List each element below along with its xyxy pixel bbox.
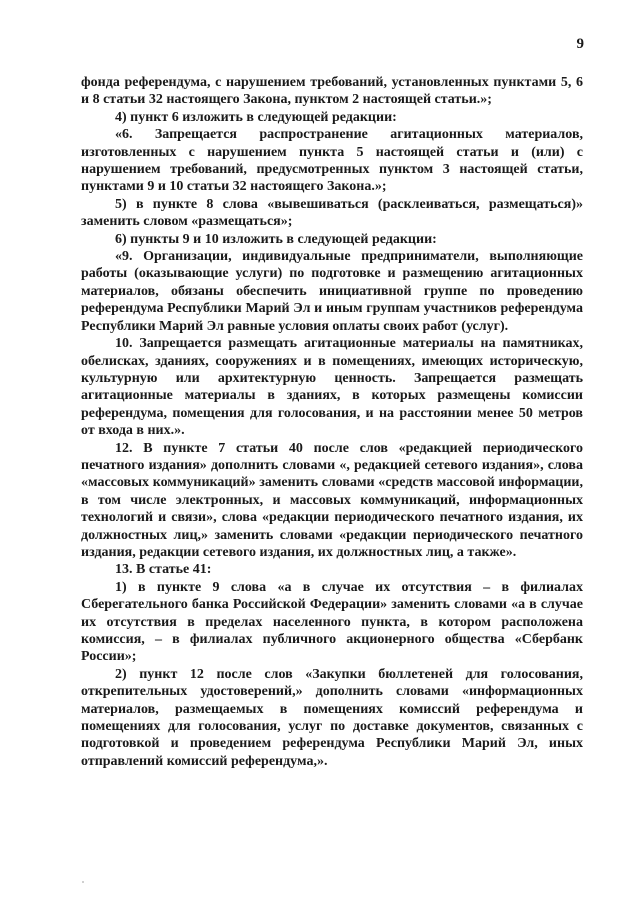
scan-artifact	[82, 881, 84, 883]
paragraph-subitem-2: 2) пункт 12 после слов «Закупки бюллетеней для голосования, открепительных удостоверений,» дополнить словами «информационных материалов, размещаемых в помещениях комиссий референдума и помещениях для голосования, услуг по доставке документов, связанных с подготовкой и проведением референдума Республики Марий Эл, иных отправлений комиссий референдума,».	[81, 666, 583, 769]
paragraph-item-5: 5) в пункте 8 слова «вывешиваться (расклеиваться, размещаться)» заменить словом «размещаться»;	[81, 196, 583, 230]
paragraph-subitem-1: 1) в пункте 9 слова «а в случае их отсутствия – в филиалах Сберегательного банка Российской Федерации» заменить словами «а в случае их отсутствия в пределах населенного пункта, в котором расположена комиссия, – в филиалах публичного акционерного общества «Сбербанк России»;	[81, 579, 583, 665]
paragraph-item-6: 6) пункты 9 и 10 изложить в следующей редакции:	[115, 231, 437, 247]
page-number: 9	[576, 36, 584, 52]
document-body	[81, 74, 583, 770]
paragraph-section-13: 13. В статье 41:	[115, 562, 212, 578]
paragraph-section-12: 12. В пункте 7 статьи 40 после слов «редакцией периодического печатного издания» дополнить словами «, редакцией сетевого издания», слова «массовых коммуникаций» заменить словами «средств массовой информации, в том числе электронных, и массовых коммуникаций, информационных технологий и связи», слова «редакции периодического печатного издания, их должностных лиц,» заменить словами «редакции периодического печатного издания, редакции сетевого издания, их должностных лиц, а также».	[81, 440, 583, 560]
paragraph-continuation: фонда референдума, с нарушением требований, установленных пунктами 5, 6 и 8 статьи 32 настоящего Закона, пунктом 2 настоящей статьи.»;	[81, 75, 583, 108]
paragraph-item-4: 4) пункт 6 изложить в следующей редакции:	[115, 109, 397, 125]
paragraph-quote-6: «6. Запрещается распространение агитационных материалов, изготовленных с нарушением пункта 5 настоящей статьи и (или) с нарушением требований, предусмотренных пунктом 3 настоящей статьи, пунктами 9 и 10 статьи 32 настоящего Закона.»;	[81, 127, 583, 195]
paragraph-quote-10: 10. Запрещается размещать агитационные материалы на памятниках, обелисках, зданиях, сооружениях и в помещениях, имеющих историческую, культурную или архитектурную ценность. Запрещается размещать агитационные материалы в зданиях, в которых размещены комиссии референдума, помещения для голосования, и на расстоянии менее 50 метров от входа в них.».	[81, 336, 583, 439]
paragraph-quote-9: «9. Организации, индивидуальные предприниматели, выполняющие работы (оказывающие услуги) по подготовке и размещению агитационных материалов, обязаны обеспечить инициативной группе по проведению референдума Республики Марий Эл и иным группам участников референдума Республики Марий Эл равные условия оплаты своих работ (услуг).	[81, 249, 583, 334]
